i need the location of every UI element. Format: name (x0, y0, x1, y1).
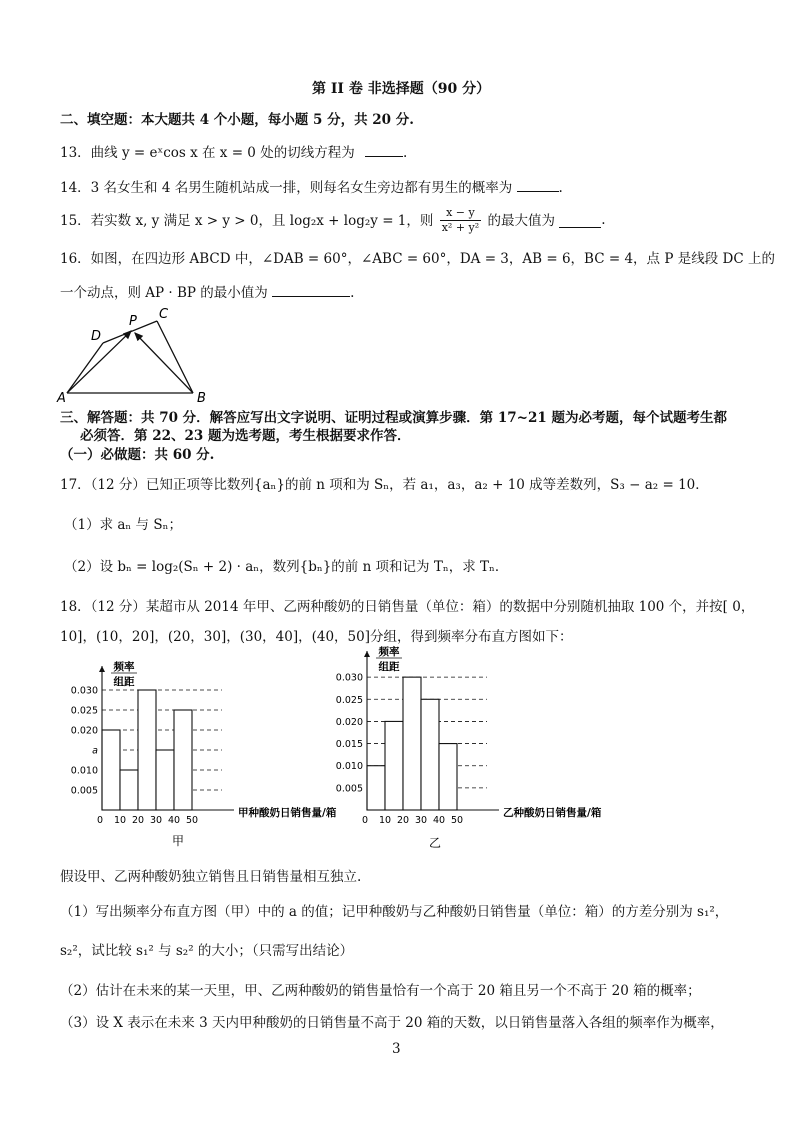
x-tick-label: 50 (185, 815, 199, 826)
y-axis-label-bottom: 组距 (113, 676, 135, 688)
x-tick-label: 30 (149, 815, 163, 826)
section-3-heading-line1: 三、解答题：共 70 分．解答应写出文字说明、证明过程或演算步骤．第 17~21 题为必考题，每个试题考生都 (60, 410, 727, 426)
x-tick-label: 40 (432, 815, 446, 826)
y-tick-label: 0.020 (70, 725, 98, 737)
y-tick-label: 0.030 (335, 672, 363, 684)
histogram-bar (439, 744, 457, 810)
question-18-part1-line2: s₂²，试比较 s₁² 与 s₂² 的大小；（只需写出结论） (60, 943, 354, 959)
quadrilateral-figure (55, 305, 225, 405)
label-c: C (159, 307, 169, 322)
question-18-part2: （2）估计在未来的某一天里，甲、乙两种酸奶的销售量恰有一个高于 20 箱且另一个不高于 20 箱的概率； (60, 983, 701, 999)
histogram-bar (421, 699, 439, 810)
question-16-line1: 16．如图，在四边形 ABCD 中，∠DAB = 60°，∠ABC = 60°，DA = 3，AB = 6，BC = 4，点 P 是线段 DC 上的 (60, 251, 775, 267)
y-tick-label: 0.005 (335, 783, 363, 795)
x-axis-label: 甲种酸奶日销售量/箱 (238, 807, 337, 819)
question-14-text: 14．3 名女生和 4 名男生随机站成一排，则每名女生旁边都有男生的概率为 (60, 180, 513, 196)
y-axis-label-top: 频率 (378, 646, 400, 658)
question-16-line2: 一个动点，则 AP · BP 的最小值为 . (60, 282, 354, 302)
x-axis-label: 乙种酸奶日销售量/箱 (503, 807, 602, 819)
y-tick-label: a (92, 745, 98, 757)
question-17-stem: 17．（12 分）已知正项等比数列{aₙ}的前 n 项和为 Sₙ，若 a₁，a₃，a₂ + 10 成等差数列，S₃ − a₂ = 10． (60, 477, 709, 493)
question-15: 15．若实数 x, y 满足 x > y > 0，且 log₂x + log₂y = 1，则 $\frac{x - y}{\text{x² + y²}}$ 的最大值为 . (60, 206, 606, 234)
label-a: A (57, 391, 66, 406)
y-tick-label: 0.020 (335, 716, 363, 728)
y-tick-label: 0.015 (335, 739, 363, 751)
histogram-bar (367, 766, 385, 810)
answer-blank-13 (365, 142, 403, 157)
fraction-numerator: x − y (440, 206, 481, 221)
x-tick-label: 30 (414, 815, 428, 826)
label-d: D (91, 329, 102, 344)
answer-blank-16 (272, 282, 350, 297)
section-3-heading-line2: 必须答．第 22、23 题为选考题，考生根据要求作答． (80, 428, 411, 444)
x-tick-label: 50 (450, 815, 464, 826)
page-title: 第 II 卷 非选择题（90 分） (312, 81, 491, 97)
question-18-assumption: 假设甲、乙两种酸奶独立销售且日销售量相互独立. (60, 869, 362, 885)
x-tick-label: 40 (167, 815, 181, 826)
fraction (440, 206, 481, 235)
page-number: 3 (392, 1041, 401, 1057)
question-18-part1-line1: （1）写出频率分布直方图（甲）中的 a 的值；记甲种酸奶与乙种酸奶日销售量（单位：箱）的方差分别为 s₁²， (60, 904, 729, 920)
question-15-pre: 15．若实数 x, y 满足 x > y > 0，且 log₂x + log₂y = 1，则 (60, 212, 434, 229)
question-18-part3: （3）设 X 表示在未来 3 天内甲种酸奶的日销售量不高于 20 箱的天数，以日销售量落入各组的频率作为概率， (60, 1015, 724, 1031)
histogram-bar (138, 690, 156, 810)
y-axis-label-bottom: 组距 (378, 661, 400, 673)
histogram-bar (403, 677, 421, 810)
y-tick-label: 0.010 (70, 765, 98, 777)
x-tick-label: 20 (131, 815, 145, 826)
label-b: B (197, 391, 206, 406)
question-15-post: 的最大值为 (487, 212, 555, 229)
y-tick-label: 0.005 (70, 785, 98, 797)
x-tick-label: 20 (396, 815, 410, 826)
x-tick-label: 10 (113, 815, 127, 826)
x-tick-label: 0 (361, 815, 369, 826)
y-axis-label-top: 频率 (113, 661, 135, 673)
edge-ad (67, 343, 103, 393)
section-2-heading: 二、填空题：本大题共 4 个小题，每小题 5 分，共 20 分. (60, 112, 414, 128)
y-axis-arrow (99, 666, 105, 672)
vector-bp (135, 333, 193, 393)
y-axis-arrow (364, 651, 370, 657)
x-tick-label: 0 (96, 815, 104, 826)
edge-cb (157, 321, 193, 393)
answer-blank-14 (517, 177, 559, 192)
question-13: 13．曲线 y = eˣcos x 在 x = 0 处的切线方程为 . (60, 142, 407, 162)
x-tick-label: 10 (378, 815, 392, 826)
answer-blank-15 (559, 213, 601, 228)
label-p: P (129, 314, 137, 329)
chart-title: 乙 (428, 836, 442, 850)
y-tick-label: 0.030 (70, 685, 98, 697)
histogram-jia (60, 661, 350, 850)
histogram-bar (174, 710, 192, 810)
question-18-line2: 10]，(10，20]，(20，30]，(30，40]，(40，50]分组，得到频率分布直方图如下： (60, 629, 573, 645)
histogram-bar (385, 721, 403, 810)
question-13-text: 13．曲线 y = eˣcos x 在 x = 0 处的切线方程为 (60, 145, 355, 161)
question-16-line2-text: 一个动点，则 AP · BP 的最小值为 (60, 285, 268, 301)
y-tick-label: 0.025 (70, 705, 98, 717)
histogram-bar (102, 730, 120, 810)
histogram-bar (120, 770, 138, 810)
question-17-part1: （1）求 aₙ 与 Sₙ； (64, 517, 182, 533)
chart-title: 甲 (171, 834, 185, 848)
question-17-part2: （2）设 bₙ = log₂(Sₙ + 2) · aₙ，数列{bₙ}的前 n 项和记为 Tₙ，求 Tₙ． (64, 559, 509, 575)
y-tick-label: 0.025 (335, 694, 363, 706)
histogram-yi (325, 646, 625, 850)
question-14: 14．3 名女生和 4 名男生随机站成一排，则每名女生旁边都有男生的概率为 . (60, 177, 563, 197)
question-18-line1: 18．（12 分）某超市从 2014 年甲、乙两种酸奶的日销售量（单位：箱）的数据中分别随机抽取 100 个，并按[ 0， (60, 599, 755, 615)
histogram-bar (156, 750, 174, 810)
fraction-denominator: x² + y² (441, 221, 480, 234)
y-tick-label: 0.010 (335, 761, 363, 773)
section-3-subheading: （一）必做题：共 60 分. (60, 447, 215, 463)
